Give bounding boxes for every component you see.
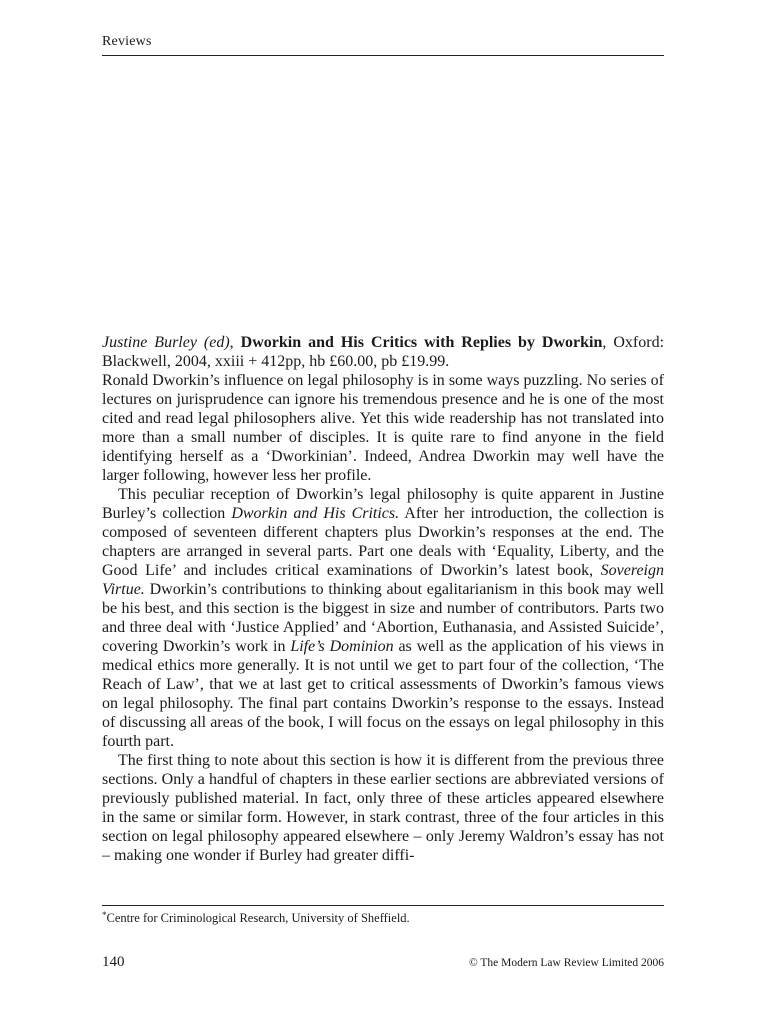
footnote-text: Centre for Criminological Research, University of Sheffield.: [106, 911, 410, 925]
paragraph-2-text-a: This peculiar reception of Dworkin’s legal philosophy is quite apparent in Justine Burley’s collection: [102, 486, 664, 522]
paragraph-2-italic-2: Sovereign Virtue.: [102, 562, 664, 598]
header-rule: [102, 55, 664, 56]
paragraph-2-italic-3: Life’s Dominion: [290, 638, 394, 655]
paragraph-2-text-c: Dworkin’s contributions to thinking about egalitarianism in this book may well be his best, and this section is the biggest in size and number of contributors. Parts two and three deal with ‘Justice Applied’ and ‘Abortion, Euthanasia, and Assisted Suicide’, covering Dworkin’s work in: [102, 581, 664, 655]
citation-details: , Oxford: Blackwell, 2004, xxiii + 412pp, hb £60.00, pb £19.99.: [102, 334, 665, 370]
footnote-rule: [102, 905, 664, 906]
page-number: 140: [102, 954, 125, 970]
citation-separator: ,: [229, 334, 241, 351]
citation-editor: Justine Burley (ed): [102, 334, 230, 351]
running-head: Reviews: [102, 34, 152, 49]
review-body: [102, 333, 664, 865]
paragraph-2-italic-1: Dworkin and His Critics.: [231, 505, 400, 522]
book-citation: [102, 333, 664, 371]
paragraph-2: [102, 485, 664, 751]
paragraph-1: Ronald Dworkin’s influence on legal philosophy is in some ways puzzling. No series of lectures on jurisprudence can ignore his tremendous presence and he is one of the most cited and read legal philosophers alive. Yet this wide readership has not translated into more than a small number of disciples. It is quite rare to find anyone in the field identifying herself as a ‘Dworkinian’. Indeed, Andrea Dworkin may well have the larger following, however less her profile.: [102, 372, 664, 484]
paragraph-2-text-b: After her introduction, the collection is composed of seventeen different chapters plus Dworkin’s responses at the end. The chapters are arranged in several parts. Part one deals with ‘Equality, Liberty, and the Good Life’ and includes critical examinations of Dworkin’s latest book,: [102, 505, 664, 579]
paragraph-3: The first thing to note about this section is how it is different from the previous three sections. Only a handful of chapters in these earlier sections are abbreviated versions of previously published material. In fact, only three of these articles appeared elsewhere in the same or similar form. However, in stark contrast, three of the four articles in this section on legal philosophy appeared elsewhere – only Jeremy Waldron’s essay has not – making one wonder if Burley had greater diffi-: [102, 752, 664, 864]
copyright-notice: © The Modern Law Review Limited 2006: [468, 957, 664, 969]
paragraph-2-text-d: as well as the application of his views in medical ethics more generally. It is not until we get to part four of the collection, ‘The Reach of Law’, that we at last get to critical assessments of Dworkin’s famous views on legal philosophy. The final part contains Dworkin’s response to the essays. Instead of discussing all areas of the book, I will focus on the essays on legal philosophy in this fourth part.: [102, 638, 664, 750]
footnote: [102, 910, 410, 926]
citation-title: Dworkin and His Critics with Replies by Dworkin: [240, 334, 603, 351]
footnote-mark: *: [102, 910, 107, 920]
